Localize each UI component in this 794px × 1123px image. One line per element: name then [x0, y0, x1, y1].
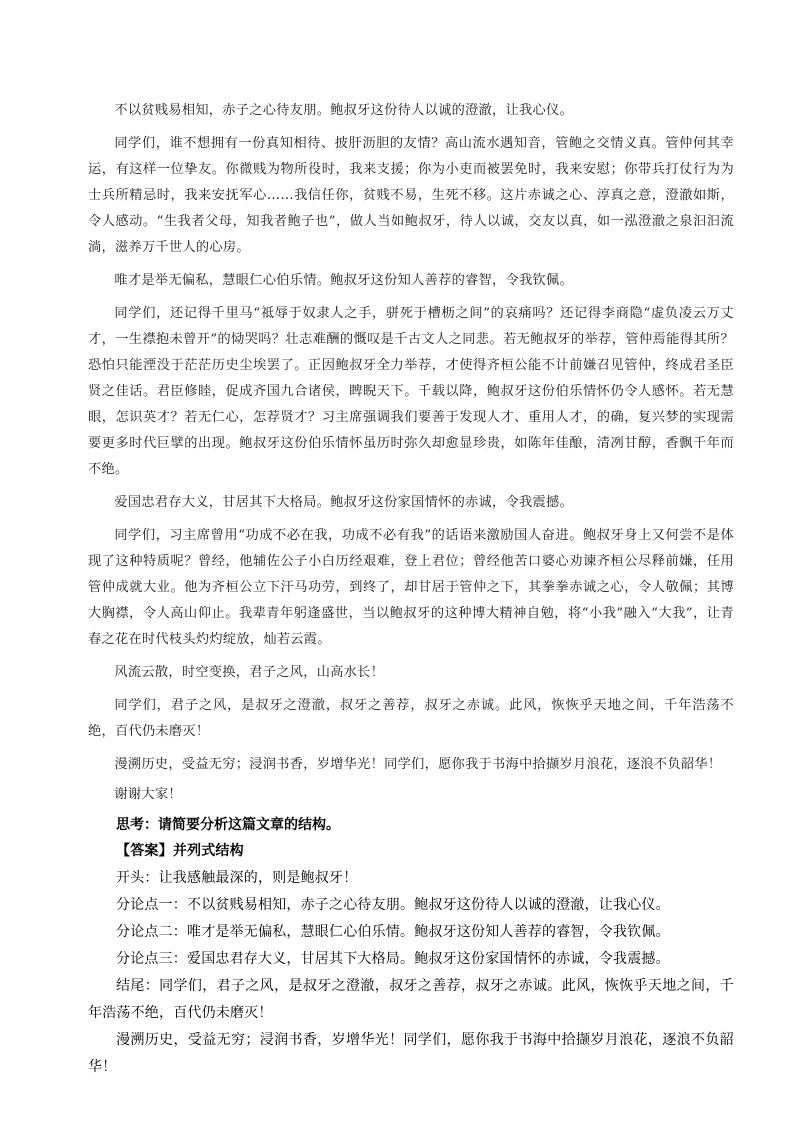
- article-paragraph-6: 同学们，习主席曾用“功成不必在我，功成不必有我”的话语来激励国人奋进。鲍叔牙身上又何尝不是体现了这种特质呢？曾经，他辅佐公子小白历经艰难，登上君位；曾经他苦口婆心劝谏齐桓公尽释前嫌，任用管仲成就大业。他为齐桓公立下汗马功劳，到终了，却甘居于管仲之下，其拳拳赤诚之心，令人敬佩；其博大胸襟，令人高山仰止。我辈青年躬逢盛世，当以鲍叔牙的这种博大精神自勉，将“小我”融入“大我”，让青春之花在时代枝头灼灼绽放，灿若云霞。: [88, 528, 734, 647]
- answer-line-point-1: 分论点一：不以贫贱易相知，赤子之心待友朋。鲍叔牙这份待人以诚的澄澈，让我心仪。: [116, 897, 670, 913]
- document-content: [88, 98, 734, 1081]
- answer-line-closing: 漫溯历史，受益无穷；浸润书香，岁增华光！同学们，愿你我于书海中拾撷岁月浪花，逐浪不负韶华！: [88, 1032, 734, 1075]
- article-paragraph-3: 唯才是举无偏私，慧眼仁心伯乐情。鲍叔牙这份知人善荐的睿智，令我钦佩。: [114, 273, 573, 288]
- article-paragraph-8: 同学们，君子之风，是叔牙之澄澈，叔牙之善荐，叔牙之赤诚。此风，恢恢乎天地之间，千年浩荡不绝，百代仍未磨灭！: [88, 698, 734, 739]
- question-prompt: 思考：请简要分析这篇文章的结构。: [116, 817, 340, 833]
- article-paragraph-9: 漫溯历史，受益无穷；浸润书香，岁增华光！同学们，愿你我于书海中拾撷岁月浪花，逐浪不负韶华！: [114, 757, 722, 772]
- answer-line-ending: 结尾：同学们，君子之风，是叔牙之澄澈，叔牙之善荐，叔牙之赤诚。此风，恢恢乎天地之间，千年浩荡不绝，百代仍未磨灭！: [88, 978, 734, 1021]
- answer-section: [88, 838, 734, 1081]
- answer-heading: [88, 838, 734, 865]
- article-paragraph-2: 同学们，谁不想拥有一份真知相待、披肝沥胆的友情？高山流水遇知音，管鲍之交情义真。管仲何其幸运，有这样一位挚友。你微贱为物所役时，我来支援；你为小吏而被罢免时，我来安慰；你带兵打仗行为为士兵所精忌时，我来安抚军心……我信任你，贫贱不易，生死不移。这片赤诚之心、淳真之意，澄澈如斯，令人感动。“生我者父母，知我者鲍子也”，做人当如鲍叔牙，待人以诚，交友以真，如一泓澄澈之泉汩汩流淌，滋养万千世人的心房。: [88, 136, 734, 255]
- answer-line-point-2: 分论点二：唯才是举无偏私，慧眼仁心伯乐情。鲍叔牙这份知人善荐的睿智，令我钦佩。: [116, 924, 670, 940]
- answer-line-opening: 开头：让我感触最深的，则是鲍叔牙！: [116, 870, 358, 886]
- article-paragraph-10: 谢谢大家！: [114, 787, 182, 802]
- answer-title: 并列式结构: [172, 843, 244, 859]
- answer-bracket-label: 【答案】: [116, 843, 173, 859]
- article-paragraph-4: 同学们，还记得千里马“祗辱于奴隶人之手，骈死于槽枥之间”的哀痛吗？还记得李商隐“虚负凌云万丈才，一生襟抱未曾开”的恸哭吗？壮志难酬的慨叹是千古文人之同悲。若无鲍叔牙的举荐，管仲焉能得其所？恐怕只能湮没于茫茫历史尘埃罢了。正因鲍叔牙全力举荐，才使得齐桓公能不计前嫌召见管仲，终成君圣臣贤之佳话。君臣修睦，促成齐国九合诸侯，睥睨天下。千载以降，鲍叔牙这份伯乐情怀仍令人感怀。若无慧眼，怎识英才？若无仁心，怎荐贤才？习主席强调我们要善于发现人才、重用人才，的确，复兴梦的实现需要更多时代巨擘的出现。鲍叔牙这份伯乐情怀虽历时弥久却愈显珍贵，如陈年佳酿，清冽甘醇，香飘千年而不绝。: [88, 306, 734, 477]
- article-body: [88, 98, 734, 808]
- answer-line-point-3: 分论点三：爱国忠君存大义，甘居其下大格局。鲍叔牙这份家国情怀的赤诚，令我震撼。: [116, 951, 670, 967]
- article-paragraph-1: 不以贫贱易相知，赤子之心待友朋。鲍叔牙这份待人以诚的澄澈，让我心仪。: [114, 103, 573, 118]
- article-paragraph-7: 风流云散，时空变换，君子之风，山高水长！: [114, 665, 385, 680]
- article-paragraph-5: 爱国忠君存大义，甘居其下大格局。鲍叔牙这份家国情怀的赤诚，令我震撼。: [114, 495, 573, 510]
